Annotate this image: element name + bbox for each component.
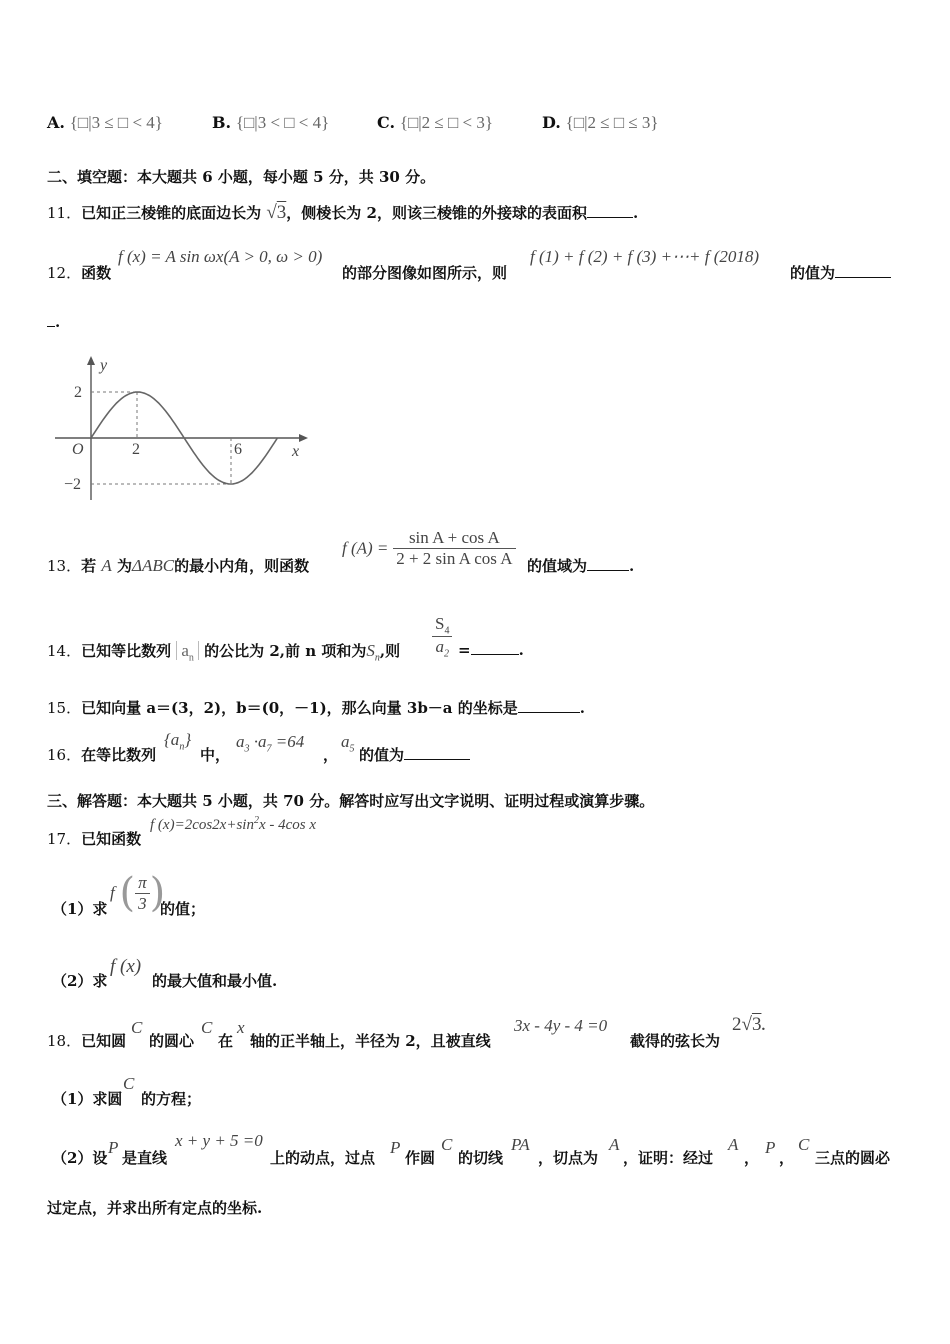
point-p: P xyxy=(765,1138,776,1157)
fraction-s4-a2 xyxy=(432,614,452,660)
answer-blank xyxy=(518,698,580,713)
sequence-notation: $a_n$ xyxy=(176,641,199,660)
sequence-notation: $\{a_n\}$ xyxy=(164,730,192,753)
sum-expr: f (1) + f (2) + f (3) +⋯+ f (2018) xyxy=(530,247,760,266)
question-17: 17．已知函数 xyxy=(47,830,142,848)
sqrt-expr: √3 xyxy=(266,202,287,223)
circle-c: C xyxy=(798,1135,810,1154)
part-1-tail: 的方程； xyxy=(141,1090,202,1108)
question-number: 17． xyxy=(47,830,82,848)
question-18-text: 是直线 xyxy=(122,1149,168,1167)
question-number: 12． xyxy=(47,264,82,282)
question-13: 13．若 A 为ΔABC的最小内角，则函数 xyxy=(47,556,310,575)
tick-label-y: −2 xyxy=(64,476,82,493)
question-16-comma: ， xyxy=(323,746,339,764)
option-expr: {□|2 ≤ □ < 3} xyxy=(399,113,493,132)
question-14: 14．已知等比数列 $a_n$ 的公比为 2,前 n 项和为$S_n$,则 xyxy=(47,641,401,664)
fraction-denominator: $a_2$ xyxy=(435,637,449,660)
question-number: 13． xyxy=(47,557,82,575)
circle-c: C xyxy=(201,1018,213,1037)
origin-label: O xyxy=(72,441,84,458)
x-axis-label: x xyxy=(292,443,300,460)
sqrt-expr: 2√3. xyxy=(732,1014,766,1035)
answer-blank-cont: . xyxy=(47,312,60,331)
answer-blank xyxy=(835,263,891,278)
function-ref: f (x) xyxy=(110,956,142,977)
question-16-text: 中， xyxy=(200,746,231,764)
section-title: 二、填空题：本大题共 6 小题，每小题 5 分，共 30 分。 xyxy=(47,168,436,186)
answer-blank xyxy=(404,745,470,760)
answer-blank xyxy=(471,640,519,655)
option-label: D. xyxy=(542,113,561,132)
question-18: 18．已知圆 xyxy=(47,1032,127,1050)
function-expr: f $(x)=2\cos 2x+\sin^2x - 4\cos$ x xyxy=(150,815,317,833)
part-2-label: （2）求 xyxy=(52,972,108,990)
part-1-tail: 的值； xyxy=(160,900,206,918)
option-label: A. xyxy=(47,113,65,132)
question-18-text: 在 xyxy=(218,1032,234,1050)
circle-c: C xyxy=(123,1074,135,1093)
question-18-text: 三点的圆必 xyxy=(815,1149,891,1167)
option-label: C. xyxy=(377,113,396,132)
fraction-denominator: 3 xyxy=(138,893,147,913)
question-11: 11．已知正三棱锥的底面边长为 √3，侧棱长为 2，则该三棱锥的外接球的表面积 . xyxy=(47,202,639,223)
point-p: P xyxy=(108,1138,119,1157)
question-18-text: 上的动点，过点 xyxy=(270,1149,376,1167)
sine-graph xyxy=(50,350,320,510)
point-p: P xyxy=(390,1138,401,1157)
question-18-last-line: 过定点，并求出所有定点的坐标. xyxy=(47,1199,263,1217)
option-a xyxy=(47,113,163,133)
question-18-text: ，证明：经过 xyxy=(623,1149,714,1167)
circle-c: C xyxy=(441,1135,453,1154)
fraction-numerator: $S_4$ xyxy=(432,614,452,637)
question-number: 15． xyxy=(47,699,82,717)
line-equation: x + y + 5 =0 xyxy=(175,1131,263,1150)
section-title: 三、解答题：本大题共 5 小题，共 70 分。解答时应写出文字说明、证明过程或演算步骤。 xyxy=(47,792,655,810)
term-a5: $a_5$ xyxy=(341,732,355,755)
y-axis-arrow xyxy=(87,356,95,365)
question-15: 15．已知向量 a＝(3，2)，b＝(0，－1)，那么向量 3b－a 的坐标是 . xyxy=(47,699,585,717)
question-16-tail: 的值为 xyxy=(359,744,470,765)
question-18-text: ， xyxy=(779,1149,795,1167)
question-number: 14． xyxy=(47,642,82,660)
fraction-numerator: sin A + cos A xyxy=(393,528,515,549)
f-of-pi-over-3: f ( $\frac{\pi}{3}$ ) xyxy=(110,870,166,916)
option-label: B. xyxy=(212,113,232,132)
point-a: A xyxy=(609,1135,620,1154)
function-expr: f (x) = A sin ωx(A > 0, ω > 0) xyxy=(118,247,323,266)
point-a: A xyxy=(728,1135,739,1154)
question-18-text: 截得的弦长为 xyxy=(630,1032,721,1050)
tick-label-y: 2 xyxy=(74,384,82,401)
question-number: 16． xyxy=(47,746,82,764)
equation: $a_3 \cdot a_7 =64$ xyxy=(236,732,305,755)
option-c xyxy=(377,113,493,133)
option-expr: {□|2 ≤ □ ≤ 3} xyxy=(565,113,659,132)
question-14-tail: = . xyxy=(458,641,524,659)
question-18-text: 作圆 xyxy=(405,1149,436,1167)
tick-label-x: 2 xyxy=(132,441,140,458)
answer-blank xyxy=(587,556,629,571)
option-expr: {□|3 ≤ □ < 4} xyxy=(69,113,163,132)
question-18-text: 轴的正半轴上，半径为 2，且被直线 xyxy=(250,1032,491,1050)
question-13-tail: 的值域为 . xyxy=(527,557,635,575)
option-b xyxy=(212,113,329,133)
tick-label-x: 6 xyxy=(234,441,242,458)
question-16: 16．在等比数列 xyxy=(47,746,157,764)
question-12-text: 的部分图像如图所示，则 xyxy=(342,264,508,282)
fraction-function: f (A) = $\frac{\text{sin A + cos A}}{\text{2 + 2 sin A cos A}}$ xyxy=(342,528,516,569)
line-equation: 3x - 4y - 4 =0 xyxy=(514,1016,608,1035)
question-18-text: ， xyxy=(744,1149,760,1167)
question-18-text: 的切线 xyxy=(458,1149,504,1167)
var-x: x xyxy=(237,1018,245,1037)
tangent-pa: PA xyxy=(511,1135,530,1154)
x-axis-arrow xyxy=(299,434,308,442)
question-12: 12．函数 xyxy=(47,264,112,282)
part-1-label: （1）求圆 xyxy=(52,1090,123,1108)
answer-blank xyxy=(587,203,633,218)
question-number: 11． xyxy=(47,204,82,222)
part-1-label: （1）求 xyxy=(52,900,108,918)
circle-c: C xyxy=(131,1018,143,1037)
fraction-numerator: π xyxy=(135,873,150,894)
option-d xyxy=(542,113,659,133)
option-expr: {□|3 < □ < 4} xyxy=(235,113,330,132)
question-12-tail: 的值为 xyxy=(790,262,891,283)
part-2-label: （2）设 xyxy=(52,1149,108,1167)
question-18-text: 的圆心 xyxy=(149,1032,195,1050)
part-2-tail: 的最大值和最小值. xyxy=(152,972,278,990)
y-axis-label: y xyxy=(100,357,108,374)
question-18-text: ，切点为 xyxy=(538,1149,599,1167)
question-number: 18． xyxy=(47,1032,82,1050)
fraction-denominator: 2 + 2 sin A cos A xyxy=(396,549,513,568)
